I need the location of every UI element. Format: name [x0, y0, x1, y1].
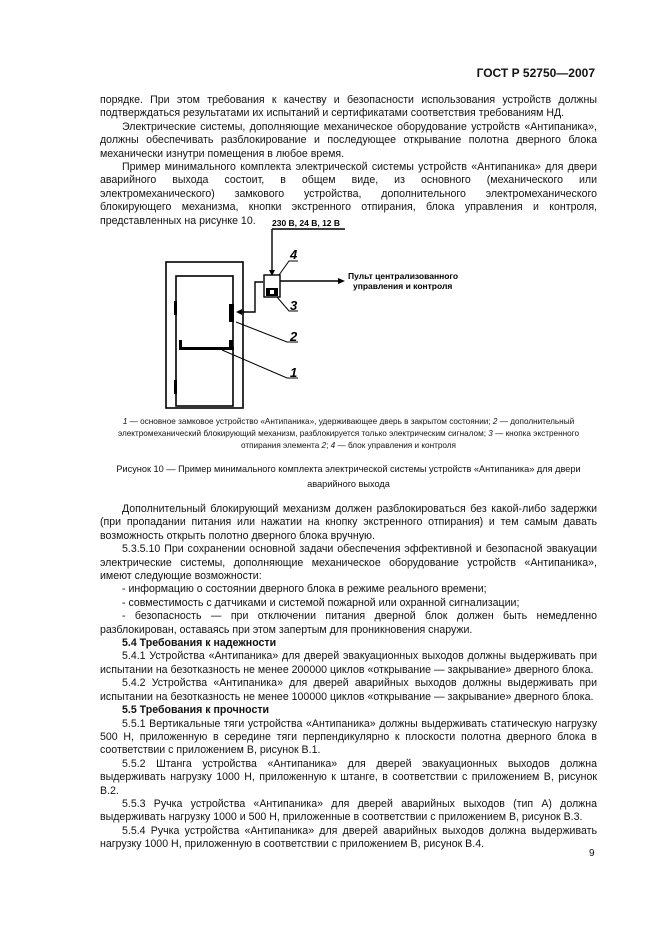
paragraph: 5.4.1 Устройства «Антипаника» для дверей эвакуационных выходов должны выдерживать при испытании на безотказность не менее 200000 циклов «открывание — закрывание» дверного блока.	[100, 650, 597, 676]
paragraph: 5.3.5.10 При сохранении основной задачи обеспечения эффективной и безопасной эвакуации электрические системы, дополняющие механическое оборудование устройств «Антипаника», имеют следующие возможности:	[100, 543, 597, 583]
figure-legend	[100, 416, 597, 452]
callout-1: 1	[290, 365, 298, 380]
paragraph: порядке. При этом требования к качеству и безопасности использования устройств должны подтверждаться результатами их испытаний и сертификатами соответствия требованиям НД.	[100, 94, 597, 120]
legend-num: 2	[492, 417, 498, 426]
paragraph: Электрические системы, дополняющие механическое оборудование устройств «Антипаника», должны обеспечивать разблокирование и последующее открывание полотна дверного блока механически изнутри помещения в любое время.	[100, 120, 597, 160]
body-text	[100, 503, 597, 852]
paragraph: 5.4.2 Устройства «Антипаника» для дверей аварийных выходов должны выдерживать при испытании на безотказность не менее 100000 циклов «открывание — закрывание» дверного блока.	[100, 677, 597, 703]
page-number: 9	[589, 848, 595, 859]
legend-text: — блок управления и контроля	[335, 441, 456, 450]
remote-label-1: Пульт централизованного	[348, 271, 459, 281]
section-heading: 5.4 Требования к надежности	[122, 637, 277, 650]
legend-text: ;	[326, 441, 331, 450]
figure-caption: Рисунок 10 — Пример минимального комплекта электрической системы устройств «Антипаника» для двери аварийного выхода	[116, 464, 581, 489]
paragraph: 5.5.4 Ручка устройства «Антипаника» для дверей аварийных выходов должна выдерживать нагрузку 1000 Н, приложенную в соответствии с приложением В, рисунок В.4.	[100, 824, 597, 851]
paragraph: Дополнительный блокирующий механизм должен разблокироваться без какой-либо задержки (при пропадании питания или нажатии на кнопку экстренного отпирания) и тем самым давать возможность открыть полотно дверного блока вручную.	[100, 503, 597, 542]
callout-3: 3	[290, 298, 298, 313]
power-label: 230 В, 24 В, 12 В	[272, 218, 341, 228]
arrow-left-icon	[236, 309, 242, 315]
blocking-mechanism-2	[229, 304, 234, 322]
legend-num: 2	[321, 441, 327, 450]
panic-bar-1	[179, 340, 234, 350]
remote-label-2: управления и контроля	[353, 281, 453, 291]
section-heading: 5.5 Требования к прочности	[122, 704, 270, 717]
legend-num: 1	[122, 417, 128, 426]
list-item: - безопасность — при отключении питания дверной блок должен быть немедленно разблокирован, оставаясь при этом запертым для проникновения снаружи.	[100, 610, 597, 636]
door-drawing	[166, 262, 243, 408]
door-frame	[166, 262, 243, 408]
door-leaf	[176, 276, 233, 406]
figure-10-diagram	[0, 215, 661, 415]
legend-num: 3	[488, 429, 493, 438]
paragraph: 5.5.1 Вертикальные тяги устройства «Антипаника» должны выдерживать статическую нагрузку 500 Н, приложенную в середине тяги перпендикулярно к плоскости полотна дверного блока в соответствии с приложением В, рисунок В.1.	[100, 717, 597, 757]
list-item: - совместимость с датчиками и системой пожарной или охранной сигнализации;	[122, 596, 520, 609]
callout-2: 2	[290, 329, 298, 344]
document-header: ГОСТ Р 52750—2007	[476, 66, 595, 80]
list-item: - информацию о состоянии дверного блока в режиме реального времени;	[122, 583, 487, 596]
intro-text	[100, 94, 597, 228]
legend-text: — кнопка экстренного отпирания элемента	[240, 429, 580, 450]
paragraph: Пример минимального комплекта электрической системы устройств «Антипаника» для двери аварийного выхода состоит, в общем виде, из основного (механического или электромеханического) замкового устройства, дополнительного электромеханического блокирующего механизма, кнопки экстренного отпирания, блока управления и контроля, представленных на рисунке 10.	[100, 161, 597, 227]
legend-text: — основное замковое устройство «Антипаника», удерживающее дверь в закрытом состоянии;	[127, 417, 493, 426]
arrow-right-icon	[338, 278, 345, 284]
paragraph: 5.5.3 Ручка устройства «Антипаника» для дверей аварийных выходов (тип А) должна выдерживать нагрузку 1000 и 500 Н, приложенные в соответствии с приложением В, рисунок В.3.	[100, 797, 597, 824]
callout-4: 4	[290, 247, 298, 262]
legend-text: — дополнительный электромеханический блокирующий механизм, разблокируется только электрическим сигналом;	[117, 417, 575, 438]
paragraph: 5.5.2 Штанга устройства «Антипаника» для дверей эвакуационных выходов должна выдерживать нагрузку 1000 Н, приложенную к штанге, в соответствии с приложением В, рисунок В.2.	[100, 757, 597, 797]
legend-num: 4	[330, 441, 336, 450]
